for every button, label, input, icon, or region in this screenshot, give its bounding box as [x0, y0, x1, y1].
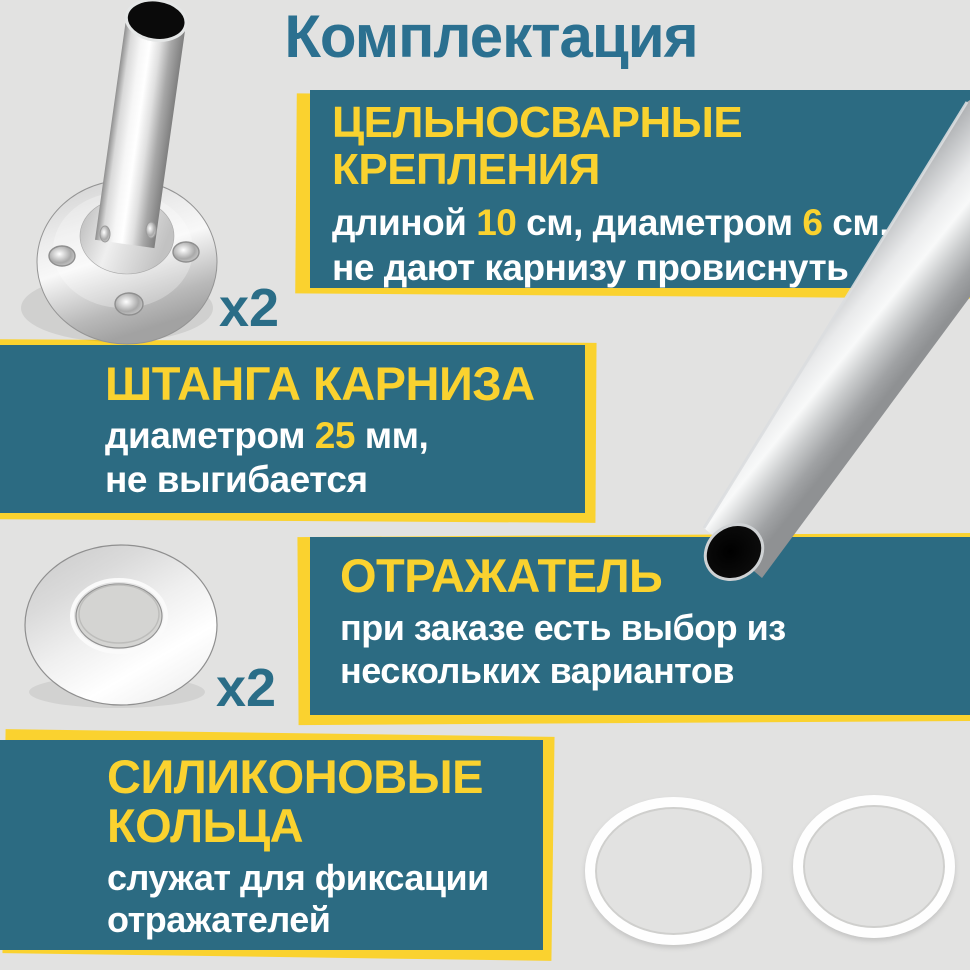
heading-line: КРЕПЛЕНИЯ [332, 144, 600, 194]
reflector-drawing [20, 540, 225, 712]
body-line: не дают карнизу провиснуть [332, 246, 849, 288]
value-diameter: 25 [314, 414, 355, 456]
section-body-rod [105, 414, 585, 503]
body-line [105, 414, 585, 458]
curtain-rod-tube-photo [600, 60, 970, 605]
value-length: 10 [476, 202, 517, 244]
welded-bracket-photo [12, 0, 247, 357]
silicone-ring-right [793, 795, 955, 938]
body-line: нескольких вариантов [340, 650, 734, 691]
section-card-rod [0, 345, 585, 513]
heading-line: СИЛИКОНОВЫЕ [107, 750, 484, 803]
welded-bracket-drawing [12, 0, 247, 352]
body-line: не выгибается [105, 459, 368, 501]
body-line: служат для фиксации [107, 856, 489, 898]
body-line: при заказе есть выбор из [340, 606, 786, 648]
section-body-rings [107, 857, 543, 942]
chrome-reflector-photo [20, 540, 225, 717]
value-diameter: 6 [802, 202, 823, 244]
heading-line: КОЛЬЦА [107, 799, 304, 853]
section-heading-rod: ШТАНГА КАРНИЗА [105, 357, 535, 410]
body-text: см, диаметром [516, 202, 803, 244]
silicone-ring-left [585, 797, 762, 945]
section-body-reflector [340, 606, 970, 692]
body-text: см, [822, 202, 890, 244]
body-text: мм, [354, 414, 429, 456]
section-heading-rings [107, 752, 543, 851]
quantity-label-brackets: x2 [219, 278, 280, 338]
section-heading-reflector: ОТРАЖАТЕЛЬ [340, 549, 663, 602]
quantity-label-reflector: x2 [216, 658, 277, 718]
body-text: длиной [332, 202, 477, 244]
curtain-rod-drawing [600, 60, 970, 600]
heading-line: ЦЕЛЬНОСВАРНЫЕ [332, 98, 743, 147]
body-line: отражателей [107, 899, 331, 941]
body-text: диаметром [105, 414, 315, 456]
section-card-rings [0, 740, 543, 950]
page-title: Комплектация [284, 3, 698, 70]
